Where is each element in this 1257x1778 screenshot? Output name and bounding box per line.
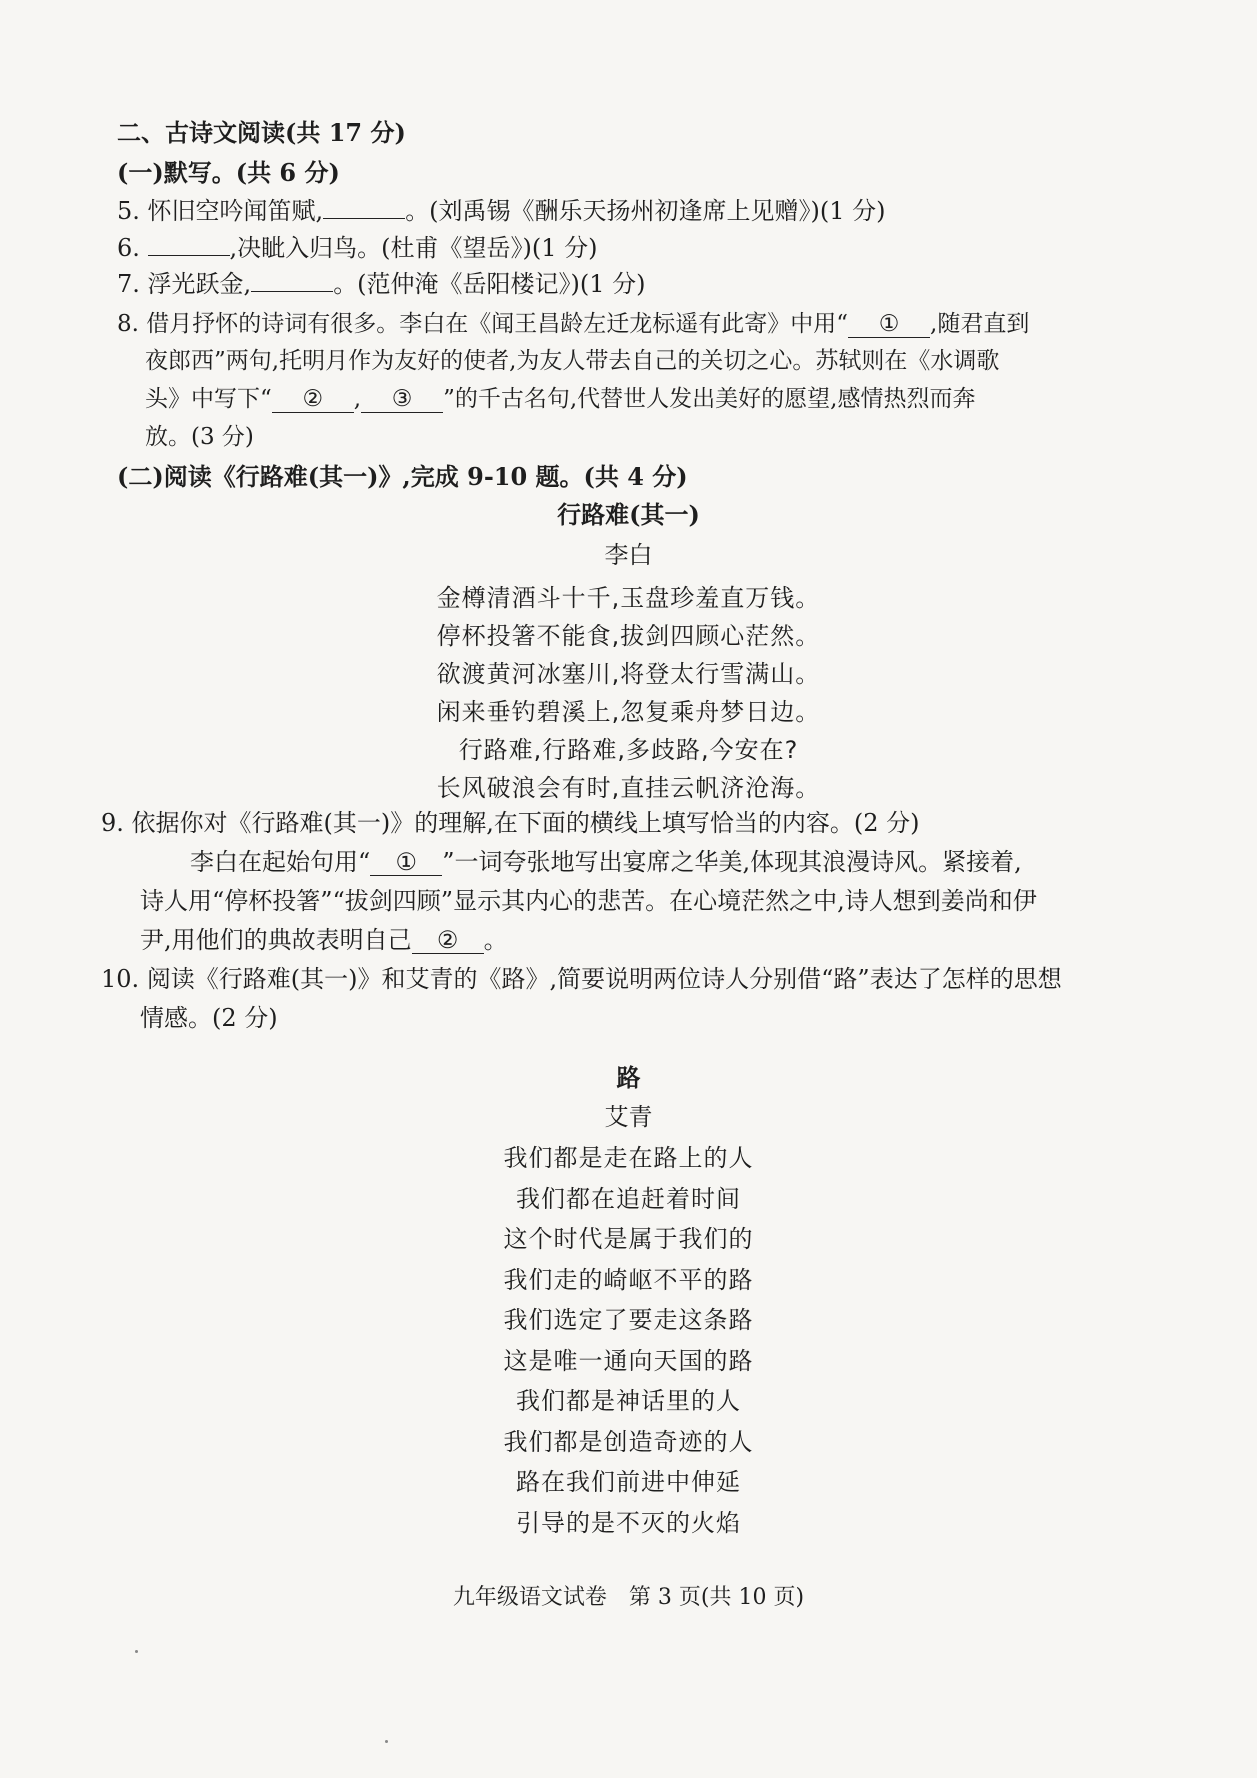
question-text: 依据你对《行路难(其一)》的理解,在下面的横线上填写恰当的内容。(2 分) [131,809,920,837]
question-text: 头》中写下“ [145,386,272,412]
question-number: 10. [101,965,140,993]
question-8-line1 [117,309,1029,339]
question-8-line2: 夜郎西”两句,托明月作为友好的使者,为友人带去自己的关切之心。苏轼则在《水调歌 [145,348,1000,374]
question-8-line3 [145,384,975,414]
poem2-line-1: 我们都是走在路上的人 [503,1144,754,1172]
question-number: 6. [117,234,140,262]
answer-blank[interactable] [251,291,333,292]
poem1-line-6: 长风破浪会有时,直挂云帆济沧海。 [436,774,821,802]
section-title: 二、古诗文阅读(共 17 分) [117,118,406,147]
question-text: 怀旧空吟闻笛赋, [147,197,324,225]
poem2-line-2: 我们都在追赶着时间 [516,1184,741,1213]
question-10-line2: 情感。(2 分) [140,1004,278,1032]
question-7 [117,269,646,299]
answer-blank-1[interactable]: ① [370,849,442,876]
question-9-para3 [140,925,508,955]
question-9-para2: 诗人用“停杯投箸”“拔剑四顾”显示其内心的悲苦。在心境茫然之中,诗人想到姜尚和伊 [140,887,1037,915]
poem1-author: 李白 [604,541,653,569]
question-text: 借月抒怀的诗词有很多。李白在《闻王昌龄左迁龙标遥有此寄》中用“ [146,311,849,337]
question-10 [101,964,1062,994]
question-text: 。(范仲淹《岳阳楼记》)(1 分) [333,270,646,298]
answer-blank-3[interactable]: ③ [361,386,443,413]
poem2-line-3: 这个时代是属于我们的 [503,1225,754,1253]
part2-heading: (二)阅读《行路难(其一)》,完成 9-10 题。(共 4 分) [117,462,688,491]
page-footer: 九年级语文试卷 第 3 页(共 10 页) [452,1585,805,1610]
poem2-line-4: 我们走的崎岖不平的路 [503,1265,754,1294]
poem2-line-7: 我们都是神话里的人 [516,1387,741,1415]
poem1-line-5: 行路难,行路难,多歧路,今安在? [458,736,799,764]
question-text: 尹,用他们的典故表明自己 [140,926,412,954]
poem1-line-1: 金樽清酒斗十千,玉盘珍羞直万钱。 [436,584,821,612]
question-9 [101,808,920,838]
question-text: 。(刘禹锡《酬乐天扬州初逢席上见赠》)(1 分) [405,197,886,225]
answer-blank[interactable] [148,255,230,256]
question-text: 阅读《行路难(其一)》和艾青的《路》,简要说明两位诗人分别借“路”表达了怎样的思想 [146,965,1062,993]
poem2-line-9: 路在我们前进中伸延 [516,1468,741,1496]
poem2-author: 艾青 [604,1103,653,1131]
question-text: 浮光跃金, [147,270,252,298]
question-text: ,决眦入归鸟。(杜甫《望岳》)(1 分) [229,234,598,262]
question-9-para1 [190,847,1022,877]
question-5 [117,196,886,226]
poem2-line-6: 这是唯一通向天国的路 [503,1346,754,1375]
question-text: ,随君直到 [930,311,1030,337]
poem2-line-8: 我们都是创造奇迹的人 [503,1427,754,1456]
poem1-line-3: 欲渡黄河冰塞川,将登太行雪满山。 [436,660,821,688]
question-text: ”一词夸张地写出宴席之华美,体现其浪漫诗风。紧接着, [442,848,1022,876]
poem1-line-4: 闲来垂钓碧溪上,忽复乘舟梦日边。 [436,698,821,726]
answer-blank-2[interactable]: ② [272,386,354,413]
answer-blank-2[interactable]: ② [412,927,484,954]
poem2-line-5: 我们选定了要走这条路 [503,1306,754,1334]
question-6 [117,233,598,263]
question-text: , [353,386,362,412]
question-number: 5. [117,197,140,225]
poem1-title: 行路难(其一) [557,500,700,529]
question-text: 。 [483,926,508,954]
question-text: 李白在起始句用“ [190,848,371,876]
scan-speck [135,1650,138,1653]
answer-blank-1[interactable]: ① [848,311,930,338]
scan-speck [385,1740,388,1743]
poem2-title: 路 [616,1063,641,1092]
question-8-line4: 放。(3 分) [145,424,254,450]
question-number: 9. [101,809,124,837]
poem1-line-2: 停杯投箸不能食,拔剑四顾心茫然。 [436,622,821,650]
question-number: 7. [117,270,140,298]
question-number: 8. [117,311,139,337]
part1-heading: (一)默写。(共 6 分) [117,158,340,187]
answer-blank[interactable] [323,218,405,219]
question-text: ”的千古名句,代替世人发出美好的愿望,感情热烈而奔 [443,386,976,412]
poem2-line-10: 引导的是不灭的火焰 [516,1508,741,1537]
